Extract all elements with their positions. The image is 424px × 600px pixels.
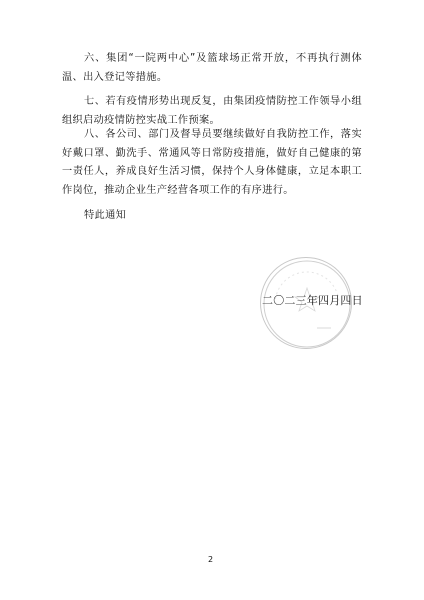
paragraph-item-6: 六、集团“一院两中心”及篮球场正常开放，不再执行测体温、出入登记等措施。	[62, 53, 362, 83]
document-date: 二〇二三年四月四日	[262, 294, 363, 307]
paragraph-item-7: 七、若有疫情形势出现反复，由集团疫情防控工作领导小组组织启动疫情防控实战工作预案。	[62, 96, 362, 126]
page-number: 2	[208, 555, 214, 564]
closing-text: 特此通知	[84, 210, 127, 221]
paragraph-item-8: 八、各公司、部门及督导员要继续做好自我防控工作，落实好戴口罩、勤洗手、常通风等日常防疫措施，做好自己健康的第一责任人，养成良好生活习惯，保持个人身体健康，立足本职工作岗位，推动企业生产经营各项工作的有序进行。	[62, 129, 362, 196]
